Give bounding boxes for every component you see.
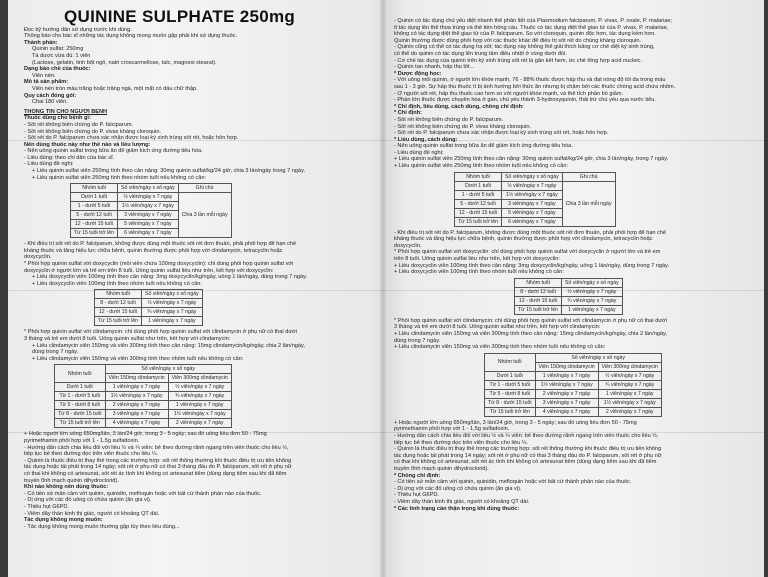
table-cell: 1 viên/ngày x 7 ngày [105, 383, 168, 392]
body-line: - Sốt rét do P. falciparum chưa xác nhận được loại ký sinh trùng sốt rét, hoặc hỗn hợp. [394, 130, 609, 137]
table-header: Nhóm tuổi [55, 365, 106, 383]
table-cell: Dưới 1 tuổi [55, 383, 106, 392]
dosage-heading: Nên dùng thuốc này như thế nào và liều lượng: [24, 141, 151, 148]
table-cell: 3 viên/ngày x 7 ngày [535, 398, 598, 407]
body-line: - Ở người sốt rét, hấp thu thuốc cao hơn so với người khỏe mạnh, và thể tích phân bố giảm. [394, 90, 624, 97]
description-text: Viên nén tròn màu trắng hoặc trắng ngà, một mặt có dấu chữ thập. [32, 85, 198, 92]
table-cell: 1 viên/ngày x 7 ngày [562, 305, 623, 314]
table-cell: 1½ viên/ngày x 7 ngày [168, 410, 231, 419]
table-cell: 3 viên/ngày x 7 ngày [502, 199, 563, 208]
table-cell: 1 viên/ngày x 7 ngày [142, 317, 203, 326]
table-row [55, 410, 232, 419]
body-line: dùng trong 7 ngày. [394, 337, 441, 344]
body-line: 3 tháng và trẻ em dưới 8 tuổi. Uống quinin sulfat như trên, kết hợp với clindamycin: [394, 324, 601, 331]
dosage-line: + Liều quinin sulfat viên 250mg tính theo nhóm tuổi nếu không có cân: [32, 174, 206, 181]
table-row [515, 287, 623, 296]
table-cell: Từ 8 - dưới 15 tuổi [485, 398, 536, 407]
body-line: - Thiếu hụt G6PD. [394, 492, 439, 499]
table-cell: Từ 15 tuổi trở lên [485, 407, 536, 416]
table-cell: Từ 15 tuổi trở lên [95, 317, 142, 326]
table-cell: Từ 5 - dưới 8 tuổi [55, 401, 106, 410]
body-line: * Chống chỉ định: [394, 472, 441, 479]
table-cell: 1½ viên/ngày x 7 ngày [502, 190, 563, 199]
composition-line: Tá dược vừa đủ: 1 viên [32, 52, 91, 59]
contraindications-text [394, 420, 750, 512]
pack-text: Chai 180 viên. [32, 99, 68, 106]
body-line: + Liều doxycyclin viên 100mg tính theo nhóm tuổi nếu không có cân: [32, 280, 202, 287]
table-row [485, 398, 662, 407]
table-header: Nhóm tuổi [485, 353, 536, 371]
table-cell: Từ 15 tuổi trở lên [515, 305, 562, 314]
doxycycline-dose-table-right [514, 278, 623, 315]
body-line: - Khi điều trị sốt rét do P. falciparum, không được dùng một thuốc sốt rét đơn thuần, phải phối hợp để hạn chế [24, 241, 297, 248]
table-cell: 2 viên/ngày x 7 ngày [598, 407, 661, 416]
description-heading: Mô tả sản phẩm: [24, 79, 69, 86]
body-line: - Có tiền sử mẫn cảm với quinin, quinidin, mefloquin hoặc với bất cứ thành phần nào của thuốc. [24, 490, 262, 497]
indication-line: - Sốt rét do P. falciparum chưa xác nhận được loại ký sinh trùng sốt rét, hoặc hỗn hợp. [24, 135, 239, 142]
body-line: * Các tình trạng cần thận trọng khi dùng thuốc: [394, 505, 520, 512]
table-row [485, 371, 662, 380]
table-cell: 1½ viên/ngày x 7 ngày [535, 380, 598, 389]
table-cell: 8 - dưới 12 tuổi [515, 287, 562, 296]
table-row [55, 383, 232, 392]
body-line: - Sốt rét không biến chứng do P. falciparum. [394, 116, 504, 123]
body-line: pyrimethamin phối hợp với 1 - 1,5g sulfadoxin. [24, 437, 140, 444]
body-line: kháng thuốc và tăng hiệu lực chữa bệnh, quinin thường được phối hợp với clindamycin, tetracyclin hoặc [394, 236, 653, 243]
table-row [485, 407, 662, 416]
indication-dosage-heading: * Chỉ định, liều dùng, cách dùng, chống chỉ định: [394, 103, 524, 110]
table-header: Ghi chú [178, 184, 231, 193]
table-cell: ¾ viên/ngày x 7 ngày [598, 380, 661, 389]
body-line: + Hoặc người lớn uống 650mg/lần, 3 lần/24 giờ, trong 3 - 5 ngày; sau đó uống liều đơn 50 - 75mg [394, 419, 637, 426]
body-line: * Phối hợp quinin sulfat với doxycyclin (mỗi viên chứa 100mg doxycyclin): chỉ dùng phối hợp quinin sulfat với [24, 261, 294, 268]
dosage-line: - Liều dùng đề nghị: [24, 161, 74, 168]
composition-line: Quinin sulfat: 250mg [32, 46, 84, 53]
table-cell: ¾ viên/ngày x 7 ngày [142, 308, 203, 317]
body-line: - Cơ chế tác dụng của quinin trên ký sinh trùng sốt rét là gắn kết hem, ức chế tổng hợp acid nucleic. [394, 57, 643, 64]
pharmacodynamics-text [394, 18, 750, 71]
table-cell: 1 viên/ngày x 7 ngày [535, 371, 598, 380]
form-heading: Dạng bào chế của thuốc: [24, 66, 91, 73]
body-line: - Hướng dẫn cách chia liều đối với liều ½ và ¼ viên: bẻ theo đường rãnh ngang trên viên thuốc cho liều ½, [394, 432, 659, 439]
dosage-text [394, 143, 750, 169]
table-cell: ½ viên/ngày x 7 ngày [142, 299, 203, 308]
table-header: Số viên/ngày x số ngày [535, 353, 661, 362]
body-line: - Quinin là thuốc điều trị thay thế trong các trường hợp: sốt rét thông thường khi thuốc điều trị ưu tiên không [24, 457, 292, 464]
indications-text [394, 117, 750, 137]
table-row [71, 193, 232, 202]
table-subheader: Viên 150mg clindamycin [105, 374, 168, 383]
patient-info-heading: THÔNG TIN CHO NGƯỜI BỆNH [24, 108, 108, 115]
pharmacokinetics-text [394, 77, 750, 103]
composition-heading: Thành phần: [24, 39, 58, 46]
dosage-line: - Liều dùng: theo chỉ dẫn của bác sĩ. [24, 154, 115, 161]
table-cell: ½ viên/ngày x 7 ngày [502, 181, 563, 190]
body-line: + Hoặc người lớn uống 650mg/lần, 3 lần/24 giờ, trong 3 - 5 ngày; sau đó uống liều đơn 50 - 75mg [24, 431, 267, 438]
body-line: - Khi điều trị sốt rét do P. falciparum, không được dùng một thuốc sốt rét đơn thuần, phải phối hợp để hạn chế [394, 229, 667, 236]
table-cell: 12 - dưới 15 tuổi [515, 296, 562, 305]
form-text: Viên nén. [32, 72, 56, 79]
indications-subheading: * Chỉ định: [394, 110, 422, 117]
table-cell: ½ viên/ngày x 7 ngày [598, 371, 661, 380]
body-line: pyrimethamin phối hợp với 1 - 1,5g sulfadoxin. [394, 426, 510, 433]
table-cell: ½ viên/ngày x 7 ngày [562, 287, 623, 296]
table-cell: 2 viên/ngày x 7 ngày [105, 401, 168, 410]
center-fold [380, 0, 386, 577]
body-line: kháng thuốc và tăng hiệu lực chữa bệnh, quinin thường được phối hợp với clindamycin, tetracyclin hoặc [24, 247, 283, 254]
table-cell: 6 viên/ngày x 7 ngày [502, 217, 563, 226]
table-cell: Từ 15 tuổi trở lên [55, 419, 106, 428]
indication-line: - Sốt rét không biến chứng do P. vivax kháng cloroquin. [24, 128, 162, 135]
body-line: - Quinin là thuốc điều trị thay thế trong các trường hợp: sốt rét thông thường khi thuốc điều trị ưu tiên không [394, 446, 662, 453]
body-line: - Có tiền sử mẫn cảm với quinin, quinidin, mefloquin hoặc với bất cứ thành phần nào của thuốc. [394, 479, 632, 486]
table-cell: 4 viên/ngày x 7 ngày [105, 419, 168, 428]
body-line: - Viêm dây thần kinh thị giác, người có khoảng QT dài. [24, 510, 160, 517]
body-line: - Phần lớn thuốc được chuyển hóa ở gan, chủ yếu thành 3-hydroxyquinin, thải trừ chủ yếu qua nước tiểu. [394, 97, 656, 104]
table-cell: 1 - dưới 5 tuổi [71, 202, 118, 211]
body-line: có thai khi không có artesunat, sốt rét ác tính khi không có artesunat tiêm (dùng dạng tiêm sau khi đã tiêm [394, 459, 657, 466]
table-cell: Từ 15 tuổi trở lên [71, 229, 118, 238]
table-row [455, 181, 616, 190]
clindamycin-dose-table-right [484, 353, 662, 417]
table-cell: 1½ viên/ngày x 7 ngày [598, 398, 661, 407]
body-line: Khi nào không nên dùng thuốc: [24, 484, 109, 491]
table-header: Số viên/ngày x số ngày [562, 278, 623, 287]
body-line: không có tác dụng diệt thể giao tử của P. falciparum. So với cloroquin, quinin độc hơn, tác dụng kém hơn. [394, 31, 656, 38]
table-row [515, 296, 623, 305]
table-note-cell: Chia 3 lần mỗi ngày [562, 181, 615, 226]
body-line: - Với uống mỗi quinin, ở người lớn khỏe mạnh, 76 - 88% thuốc được hấp thu và đạt nồng độ tối đa trong máu [394, 77, 666, 84]
document-title: QUININE SULPHATE 250mg [64, 7, 296, 26]
body-line: truyền tĩnh mạch quinin dihydroclorid). [394, 465, 489, 472]
body-line: + Liều clindamycin viên 150mg và viên 300mg tính theo cân nặng: 15mg clindamycin/kg/ngày, chia 2 lần/ngày, [32, 342, 305, 349]
table-header: Nhóm tuổi [515, 278, 562, 287]
table-cell: Từ 1 - dưới 5 tuổi [485, 380, 536, 389]
table-cell: Từ 15 tuổi trở lên [455, 217, 502, 226]
body-line: + Liều quinin sulfat viên 250mg tính theo cân nặng: 30mg quinin sulfat/kg/24 giờ, chia 3 lần/ngày, trong 7 ngày. [394, 156, 669, 163]
table-row [485, 380, 662, 389]
table-header: Nhóm tuổi [71, 184, 118, 193]
left-column [24, 0, 372, 530]
table-cell: Từ 8 - dưới 15 tuổi [55, 410, 106, 419]
table-row [485, 389, 662, 398]
clindamycin-text [394, 318, 750, 351]
table-cell: ¾ viên/ngày x 7 ngày [168, 392, 231, 401]
body-line: - Quinin cũng có thể có tác dụng hạ sốt; tác dụng này không thể giải thích bằng cơ chế diệt ký sinh trùng, [394, 44, 655, 51]
table-row [55, 401, 232, 410]
table-cell: ½ viên/ngày x 7 ngày [168, 383, 231, 392]
dosage-line: + Liều quinin sulfat viên 250mg tính theo cân nặng: 30mg quinin sulfat/kg/24 giờ, chia 3 lần/ngày trong 7 ngày. [32, 168, 306, 175]
table-header: Số viên/ngày x số ngày [502, 172, 563, 181]
table-subheader: Viên 300mg clindamycin [598, 362, 661, 371]
body-line: Quinin thường được dùng phối hợp với các thuốc khác để điều trị sốt rét do chủng kháng cloroquin. [394, 37, 641, 44]
body-line: Tác dụng không mong muốn: [24, 517, 103, 524]
table-cell: 1 viên/ngày x 7 ngày [598, 389, 661, 398]
table-cell: ¾ viên/ngày x 7 ngày [562, 296, 623, 305]
table-note-cell: Chia 3 lần mỗi ngày [178, 193, 231, 238]
quinine-dose-table [70, 183, 232, 238]
body-line: - Viêm dây thần kinh thị giác, người có khoảng QT dài. [394, 498, 530, 505]
intro-line: Thông báo cho bác sĩ những tác dụng không mong muốn gặp phải khi sử dụng thuốc. [24, 33, 238, 40]
indications-heading: Thuốc dùng cho bệnh gì: [24, 115, 91, 122]
body-line: doxycyclin ở người lớn và trẻ em trên 8 tuổi. Uống quinin sulfat liều như trên, kết hợp với doxycyclin: [24, 267, 274, 274]
table-cell: 5 viên/ngày x 7 ngày [118, 220, 179, 229]
table-row [515, 305, 623, 314]
body-line: + Liều quinin sulfat viên 250mg tính theo nhóm tuổi nếu không có cân: [394, 163, 568, 170]
body-line: tác dụng hoặc tái phát trong 14 ngày; sốt rét ở phụ nữ có thai 3 tháng đầu do P. falciparum, sốt rét ở phụ nữ [24, 464, 292, 471]
table-cell: ½ viên/ngày x 7 ngày [118, 193, 179, 202]
leaflet-sheet [8, 0, 764, 577]
table-subheader: Viên 300mg clindamycin [168, 374, 231, 383]
body-line: doxycyclin. [24, 254, 52, 261]
composition-line: (Lactose, gelatin, tinh bột ngô, natri croscarmellose, talc, magnesi stearat). [32, 59, 217, 66]
table-cell: Dưới 1 tuổi [455, 181, 502, 190]
body-line: + Liều clindamycin viên 150mg và viên 300mg tính theo nhóm tuổi nếu không có cân: [32, 355, 244, 362]
body-line: - Quinin có tác dụng chủ yếu diệt nhanh thể phân liệt của Plasmodium falciparum, P. vivax, P. ovale, P. malariae; [394, 18, 672, 24]
body-line: tiếp tục bẻ theo đường dọc trên viên thuốc cho liều ¼. [24, 451, 158, 458]
doxycycline-dose-table [94, 289, 203, 326]
table-row [55, 392, 232, 401]
table-row [95, 317, 203, 326]
table-cell: 3 viên/ngày x 7 ngày [105, 410, 168, 419]
left-tail-text [24, 431, 372, 530]
table-cell: Từ 5 - dưới 8 tuổi [485, 389, 536, 398]
body-line: - Thiếu hụt G6PD. [24, 503, 69, 510]
body-line: * Phối hợp quinin sulfat với clindamycin: chỉ dùng phối hợp quinin sulfat với clindamycin ở phụ nữ có thai dưới [24, 329, 297, 336]
table-cell: 1 viên/ngày x 7 ngày [168, 401, 231, 410]
body-line: + Liều doxycyclin viên 100mg tính theo cân nặng: 3mg doxycyclin/kg/ngày, uống 1 lần/ngày, dùng trong 7 ngày. [32, 274, 308, 281]
body-line: - Hướng dẫn cách chia liều đối với liều ½ và ¼ viên: bẻ theo đường rãnh ngang trên viên thuốc cho liều ½, [24, 444, 289, 451]
quinine-dose-table-right [454, 172, 616, 227]
body-line: * Phối hợp quinin sulfat với doxycyclin: chỉ dùng phối hợp quinin sulfat với doxycyclin ở người lớn và trẻ em [394, 249, 661, 256]
table-cell: 5 - dưới 12 tuổi [71, 211, 118, 220]
table-cell: Dưới 1 tuổi [71, 193, 118, 202]
body-line: sau 1 - 3 giờ. Sự hấp thu thuốc ít bị ảnh hưởng bởi thức ăn nhưng bị chậm bởi các thuốc chống acid chứa nhôm. [394, 83, 676, 90]
body-line: tiếp tục bẻ theo đường dọc trên viên thuốc cho liều ¼. [394, 439, 528, 446]
body-line: doxycyclin. [394, 242, 422, 249]
body-line: ít tác dụng lên thể thoa trùng và thể tiền hồng cầu. Thuốc có tác dụng diệt thể giao tử của P. vivax, P. malariae, [394, 24, 669, 31]
table-row [95, 299, 203, 308]
body-line: + Liều clindamycin viên 150mg và viên 300mg tính theo nhóm tuổi nếu không có cân: [394, 344, 606, 351]
table-row [55, 419, 232, 428]
table-cell: 12 - dưới 15 tuổi [455, 208, 502, 217]
body-line: - Nên uống quinin sulfat trong bữa ăn để giảm kích ứng đường tiêu hóa. [394, 143, 573, 150]
table-cell: 2 viên/ngày x 7 ngày [535, 389, 598, 398]
table-cell: 5 viên/ngày x 7 ngày [502, 208, 563, 217]
table-header: Số viên/ngày x số ngày [142, 290, 203, 299]
dosage-subheading: * Liều dùng, cách dùng: [394, 136, 458, 143]
table-cell: 6 viên/ngày x 7 ngày [118, 229, 179, 238]
body-line: - Quinin tan nhanh, hấp thu tốt... [394, 64, 475, 71]
table-cell: 1½ viên/ngày x 7 ngày [105, 392, 168, 401]
table-cell: 3 viên/ngày x 7 ngày [118, 211, 179, 220]
body-line: * Phối hợp quinin sulfat với clindamycin: chỉ dùng phối hợp quinin sulfat với clindamycin ở phụ nữ có thai dưới [394, 317, 667, 324]
table-row [95, 308, 203, 317]
body-line: tác dụng hoặc tái phát trong 14 ngày; sốt rét ở phụ nữ có thai 3 tháng đầu do P. falciparum, sốt rét ở phụ nữ [394, 452, 662, 459]
table-cell: 8 - dưới 12 tuổi [95, 299, 142, 308]
table-header: Nhóm tuổi [455, 172, 502, 181]
body-line: + Liều doxycyclin viên 100mg tính theo nhóm tuổi nếu không có cân: [394, 269, 564, 276]
body-line: truyền tĩnh mạch quinin dihydroclorid). [24, 477, 119, 484]
pack-heading: Quy cách đóng gói: [24, 92, 77, 99]
body-line: có thai khi không có artesunat, sốt rét ác tính khi không có artesunat tiêm (dùng dạng tiêm sau khi đã tiêm [24, 470, 287, 477]
indication-line: - Sốt rét không biến chứng do P. falciparum. [24, 121, 134, 128]
body-line: - Dị ứng với các đồ uống có chứa quinin (ăn gia vị). [394, 485, 522, 492]
dosage-line: - Nên uống quinin sulfat trong bữa ăn để giảm kích ứng đường tiêu hóa. [24, 148, 203, 155]
body-line: + Liều doxycyclin viên 100mg tính theo cân nặng: 3mg doxycyclin/kg/ngày, uống 1 lần/ngày, dùng trong 7 ngày. [394, 262, 670, 269]
right-column [394, 18, 750, 512]
body-line: + Liều clindamycin viên 150mg và viên 300mg tính theo cân nặng: 15mg clindamycin/kg/ngày, chia 2 lần/ngày, [394, 331, 667, 337]
table-cell: 2 viên/ngày x 7 ngày [168, 419, 231, 428]
body-line: có thể do quinin có tác dụng lên trung tâm điều nhiệt ở vùng dưới đồi. [394, 50, 567, 57]
body-line: dùng trong 7 ngày. [32, 349, 79, 356]
body-line: - Dị ứng với các đồ uống có chứa quinin (ăn gia vị). [24, 497, 152, 504]
table-cell: 4 viên/ngày x 7 ngày [535, 407, 598, 416]
table-header: Ghi chú [562, 172, 615, 181]
table-cell: 1½ viên/ngày x 7 ngày [118, 202, 179, 211]
body-line: - Sốt rét không biến chứng do P. vivax kháng cloroquin. [394, 123, 532, 130]
table-cell: 5 - dưới 12 tuổi [455, 199, 502, 208]
table-cell: Dưới 1 tuổi [485, 371, 536, 380]
table-subheader: Viên 150mg clindamycin [535, 362, 598, 371]
body-line: - Tác dụng không mong muốn thường gặp tùy theo liều dùng... [24, 523, 180, 530]
combination-text [394, 230, 750, 276]
body-line: trên 8 tuổi. Uống quinin sulfat liều như trên, kết hợp với doxycyclin: [394, 256, 560, 263]
body-line: - Liều dùng đề nghị: [394, 149, 444, 156]
pharmacokinetics-heading: * Dược động học: [394, 70, 442, 77]
table-header: Số viên/ngày x số ngày [118, 184, 179, 193]
body-line: 3 tháng và trẻ em dưới 8 tuổi. Uống quinin sulfat như trên, kết hợp với clindamycin: [24, 336, 231, 342]
table-cell: 12 - dưới 15 tuổi [71, 220, 118, 229]
table-cell: 12 - dưới 15 tuổi [95, 308, 142, 317]
clindamycin-dose-table [54, 364, 232, 428]
table-cell: 1 - dưới 5 tuổi [455, 190, 502, 199]
intro-line: Đọc kỹ hướng dẫn sử dụng trước khi dùng. [24, 26, 132, 33]
table-header: Số viên/ngày x số ngày [105, 365, 231, 374]
table-cell: Từ 1 - dưới 5 tuổi [55, 392, 106, 401]
table-header: Nhóm tuổi [95, 290, 142, 299]
